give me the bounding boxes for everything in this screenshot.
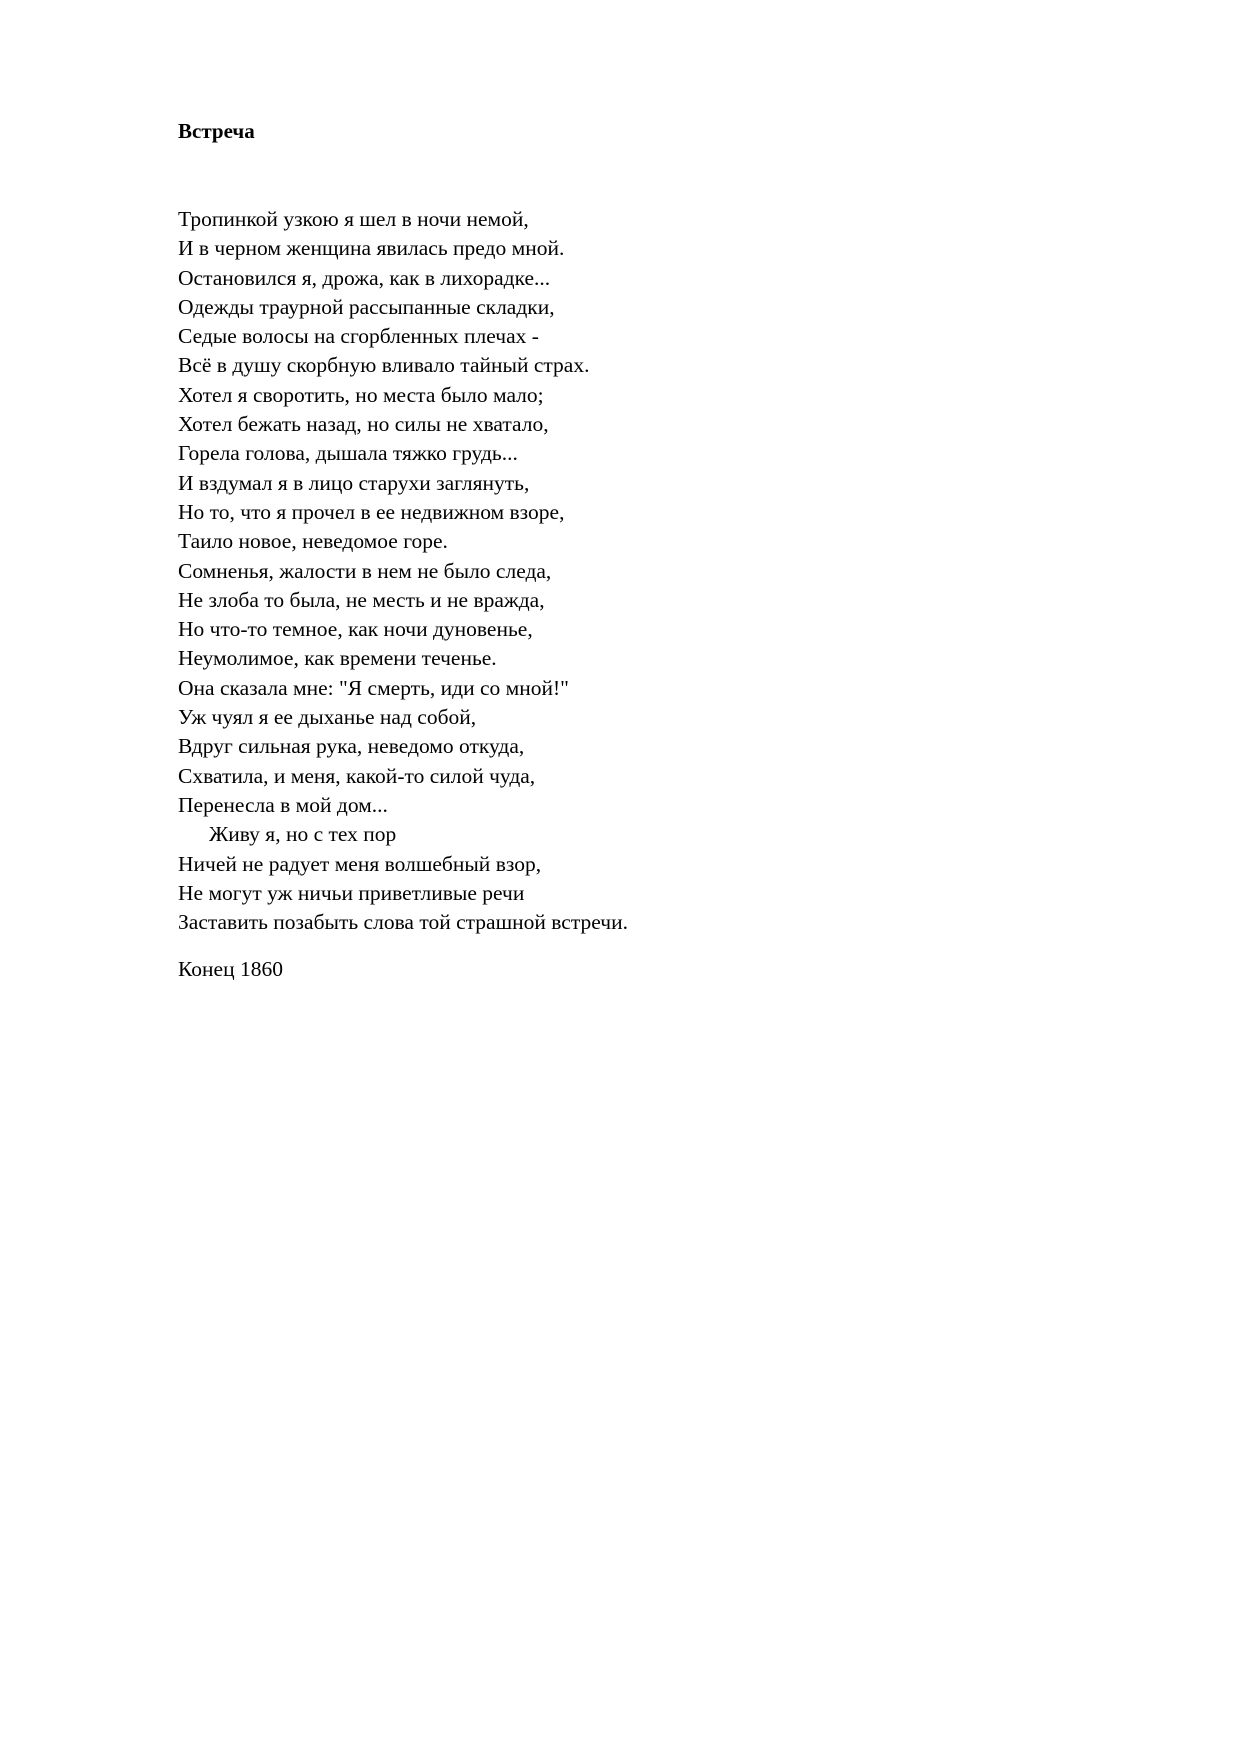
poem-line: И в черном женщина явилась предо мной. (178, 236, 565, 261)
poem-line: Вдруг сильная рука, неведомо откуда, (178, 734, 525, 759)
poem-line: Горела голова, дышала тяжко грудь... (178, 441, 518, 466)
poem-line: Таило новое, неведомое горе. (178, 529, 448, 554)
poem-line: Остановился я, дрожа, как в лихорадке... (178, 265, 551, 290)
poem-line: Не могут уж ничьи приветливые речи (178, 880, 525, 905)
poem-line: Но то, что я прочел в ее недвижном взоре, (178, 499, 565, 524)
poem-line: Седые волосы на сгорбленных плечах - (178, 324, 539, 349)
poem-line: Сомненья, жалости в нем не было следа, (178, 558, 552, 583)
poem-line: Одежды траурной рассыпанные складки, (178, 294, 555, 319)
poem-line-indented: Живу я, но с тех пор (209, 822, 397, 847)
poem-line: Не злоба то была, не месть и не вражда, (178, 587, 545, 612)
poem-line: Но что-то темное, как ночи дуновенье, (178, 617, 533, 642)
poem-title: Встреча (178, 119, 255, 143)
poem-line: И вздумал я в лицо старухи заглянуть, (178, 470, 530, 495)
poem-line: Хотел бежать назад, но силы не хватало, (178, 412, 549, 437)
poem-line: Ничей не радует меня волшебный взор, (178, 851, 542, 876)
poem-line: Она сказала мне: "Я смерть, иди со мной!" (178, 675, 569, 700)
poem-line: Перенесла в мой дом... (178, 792, 388, 817)
poem-line: Всё в душу скорбную вливало тайный страх. (178, 353, 590, 378)
poem-line: Тропинкой узкою я шел в ночи немой, (178, 207, 529, 231)
poem-line: Схватила, и меня, какой-то силой чуда, (178, 763, 536, 788)
poem-line: Неумолимое, как времени теченье. (178, 646, 497, 671)
poem-body (178, 205, 628, 937)
poem-line: Уж чуял я ее дыханье над собой, (178, 705, 477, 730)
poem-line: Заставить позабыть слова той страшной встречи. (178, 910, 628, 935)
poem-date: Конец 1860 (178, 957, 283, 981)
poem-line: Хотел я своротить, но места было мало; (178, 382, 544, 407)
